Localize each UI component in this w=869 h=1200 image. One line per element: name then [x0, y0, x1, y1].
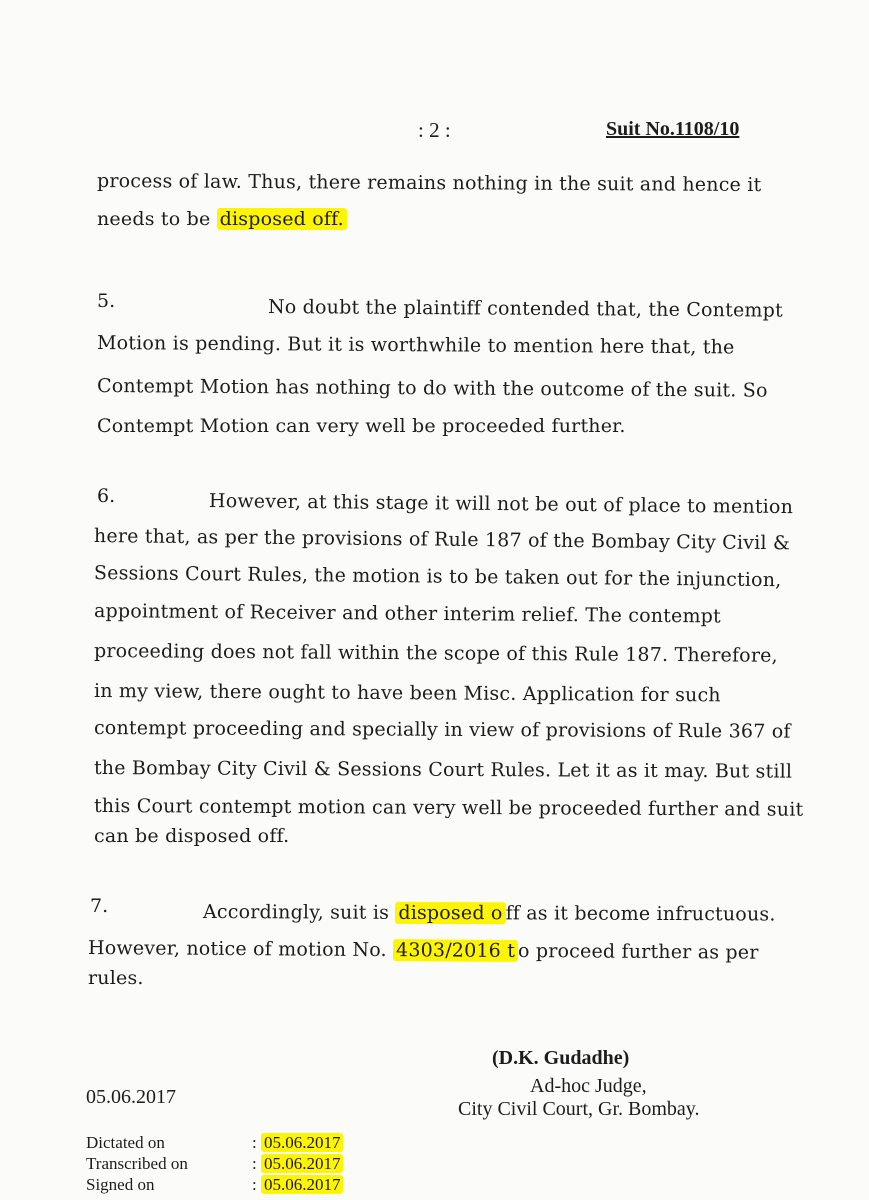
para-6-line: this Court contempt motion can very well be proceeded further and suit [93, 795, 804, 821]
para-7-line-2 [88, 937, 759, 964]
highlight-transcribed-date: 05.06.2017 [261, 1154, 344, 1173]
para-5-line: No doubt the plaintiff contended that, the Contempt [267, 296, 783, 322]
para-5-number: 5. [97, 290, 116, 312]
para-6-line: contempt proceeding and specially in view of provisions of Rule 367 of [93, 717, 791, 743]
highlight-motion-number: 4303/2016 t [393, 939, 518, 962]
para-7-line-2-prefix: However, notice of motion No. [87, 937, 387, 962]
judge-title: Ad-hoc Judge, [530, 1075, 647, 1097]
para-5-line: Contempt Motion can very well be proceeded further. [97, 415, 626, 437]
highlight-signed-date: 05.06.2017 [261, 1175, 344, 1194]
court-name: City Civil Court, Gr. Bombay. [458, 1098, 700, 1120]
para-5-line: Contempt Motion has nothing to do with the outcome of the suit. So [96, 375, 768, 402]
para-6-line: proceeding does not fall within the scope of this Rule 187. Therefore, [93, 640, 778, 667]
intro-line-1: process of law. Thus, there remains nothing in the suit and hence it [96, 170, 762, 197]
para-6-line: can be disposed off. [94, 825, 290, 847]
footer-value-signed: : 05.06.2017 [252, 1175, 343, 1195]
judge-name: (D.K. Gudadhe) [492, 1047, 630, 1069]
para-7-line-1 [203, 901, 776, 925]
order-date: 05.06.2017 [86, 1086, 176, 1108]
para-7-number: 7. [90, 895, 109, 917]
intro-line-2 [97, 208, 347, 230]
para-7-line-3: rules. [88, 967, 144, 989]
intro-line-2-prefix: needs to be [97, 208, 211, 230]
para-6-line: However, at this stage it will not be out of place to mention [208, 490, 794, 519]
para-7-line-1-suffix: ff as it become infructuous. [505, 902, 776, 926]
para-7-line-2-suffix: o proceed further as per [517, 940, 759, 964]
para-6-line: in my view, there ought to have been Misc. Application for such [93, 680, 721, 707]
para-6-line: the Bombay City Civil & Sessions Court Rules. Let it as it may. But still [93, 757, 793, 783]
para-5-line: Motion is pending. But it is worthwhile to mention here that, the [96, 332, 735, 359]
highlight-disposed-off: disposed off. [217, 208, 347, 230]
footer-label-transcribed: Transcribed on [86, 1154, 188, 1173]
highlight-dictated-date: 05.06.2017 [261, 1133, 344, 1152]
para-6-line: appointment of Receiver and other interim relief. The contempt [93, 600, 722, 628]
suit-number: Suit No.1108/10 [606, 118, 740, 140]
para-7-line-1-prefix: Accordingly, suit is [202, 901, 390, 924]
para-6-number: 6. [97, 485, 116, 507]
footer-label-dictated: Dictated on [86, 1133, 165, 1152]
para-6-line: Sessions Court Rules, the motion is to be taken out for the injunction, [93, 562, 782, 592]
para-6-line: here that, as per the provisions of Rule 187 of the Bombay City Civil & [93, 525, 791, 555]
highlight-disposed: disposed o [395, 902, 505, 924]
footer-value-dictated: : 05.06.2017 [252, 1133, 343, 1153]
footer-value-transcribed: : 05.06.2017 [252, 1154, 343, 1174]
page-number: : 2 : [418, 118, 451, 142]
footer-label-signed: Signed on [86, 1175, 155, 1194]
